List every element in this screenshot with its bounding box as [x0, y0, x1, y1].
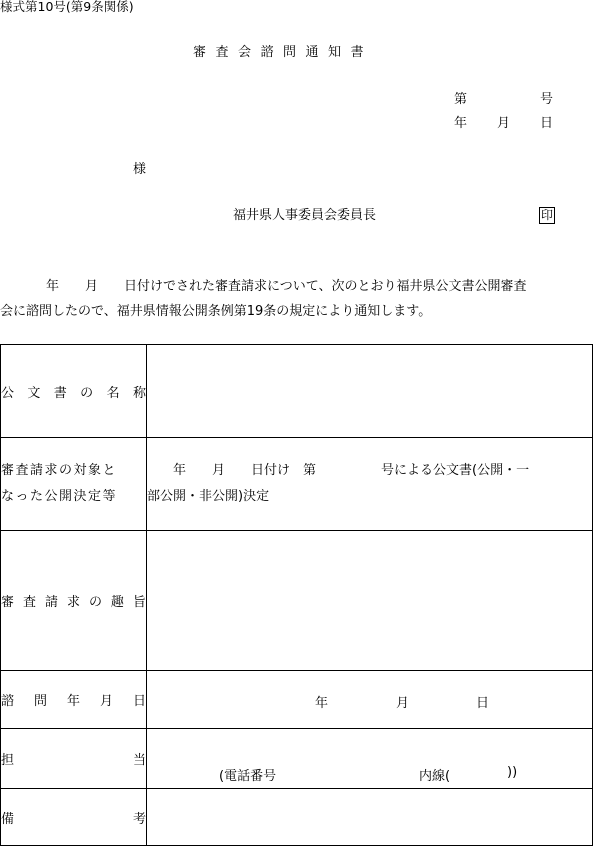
label-line-2: なった公開決定等 [1, 489, 118, 504]
table-row-disclosure-decision [1, 438, 593, 531]
table-row-request-purpose [1, 531, 593, 671]
label-disclosure-decision [1, 438, 147, 531]
label-document-name [1, 345, 147, 438]
label-consultation-date [1, 671, 147, 729]
label-char: 担 [1, 753, 15, 768]
label-char: 査 [22, 595, 36, 610]
label-char: 問 [33, 694, 47, 709]
consultation-date-day: 日 [476, 696, 490, 711]
issue-date-day: 日 [540, 116, 554, 131]
addressee-suffix: 様 [133, 162, 147, 177]
label-char: 日 [132, 694, 146, 709]
extension-label: 内線( [419, 769, 451, 784]
label-char: 考 [132, 811, 146, 827]
table-row-remarks [1, 789, 593, 846]
label-char: 備 [1, 811, 15, 827]
notice-body-line-1: 年 月 日付けでされた審査請求について、次のとおり福井県公文書公開審査 [46, 279, 527, 294]
value-disclosure-decision [147, 438, 593, 531]
table-row-person-in-charge [1, 729, 593, 789]
value-remarks [147, 789, 593, 846]
issue-date-year: 年 [454, 116, 468, 131]
notice-body [0, 274, 593, 324]
label-request-purpose [1, 531, 147, 671]
label-char: 趣 [110, 595, 124, 610]
label-char: の [80, 385, 94, 401]
value-document-name [147, 345, 593, 438]
label-line-1: 審査請求の対象と [1, 463, 118, 478]
notice-body-line-2: 会に諮問したので、福井県情報公開条例第19条の規定により通知します。 [0, 304, 432, 319]
label-char: 請 [44, 595, 58, 610]
label-char: 諮 [1, 694, 15, 709]
label-char: の [88, 595, 102, 610]
label-char: 年 [66, 694, 80, 709]
value-person-in-charge [147, 729, 593, 789]
label-char: 求 [66, 595, 80, 610]
label-char: 称 [132, 385, 146, 401]
label-char: 月 [99, 694, 113, 709]
label-char: 当 [132, 753, 146, 768]
consultation-date-year: 年 [315, 696, 329, 711]
phone-number-label: (電話番号 [219, 769, 277, 784]
value-consultation-date [147, 671, 593, 729]
table-row-consultation-date [1, 671, 593, 729]
label-char: 文 [27, 385, 41, 401]
issue-date-month: 月 [497, 116, 511, 131]
label-char: 旨 [132, 595, 146, 610]
document-title: 審査会諮問通知書 [193, 45, 374, 60]
label-char: 審 [1, 595, 15, 610]
form-number-label: 様式第10号(第9条関係) [0, 0, 134, 14]
value-request-purpose [147, 531, 593, 671]
value-line-1: 年 月 日付け 第 号による公文書(公開・一 [147, 463, 530, 478]
extension-close: )) [507, 765, 518, 780]
label-char: 公 [1, 385, 15, 401]
value-line-2: 部公開・非公開)決定 [147, 489, 270, 504]
label-char: 書 [53, 385, 67, 401]
seal-mark: 印 [540, 208, 553, 222]
table-row-document-name [1, 345, 593, 438]
label-person-in-charge [1, 729, 147, 789]
consultation-date-month: 月 [396, 696, 410, 711]
document-number-suffix: 号 [540, 92, 554, 107]
notice-table [0, 344, 593, 846]
document-number-prefix: 第 [454, 92, 468, 107]
label-remarks [1, 789, 147, 846]
label-char: 名 [106, 385, 120, 401]
sender-name: 福井県人事委員会委員長 [233, 208, 377, 223]
